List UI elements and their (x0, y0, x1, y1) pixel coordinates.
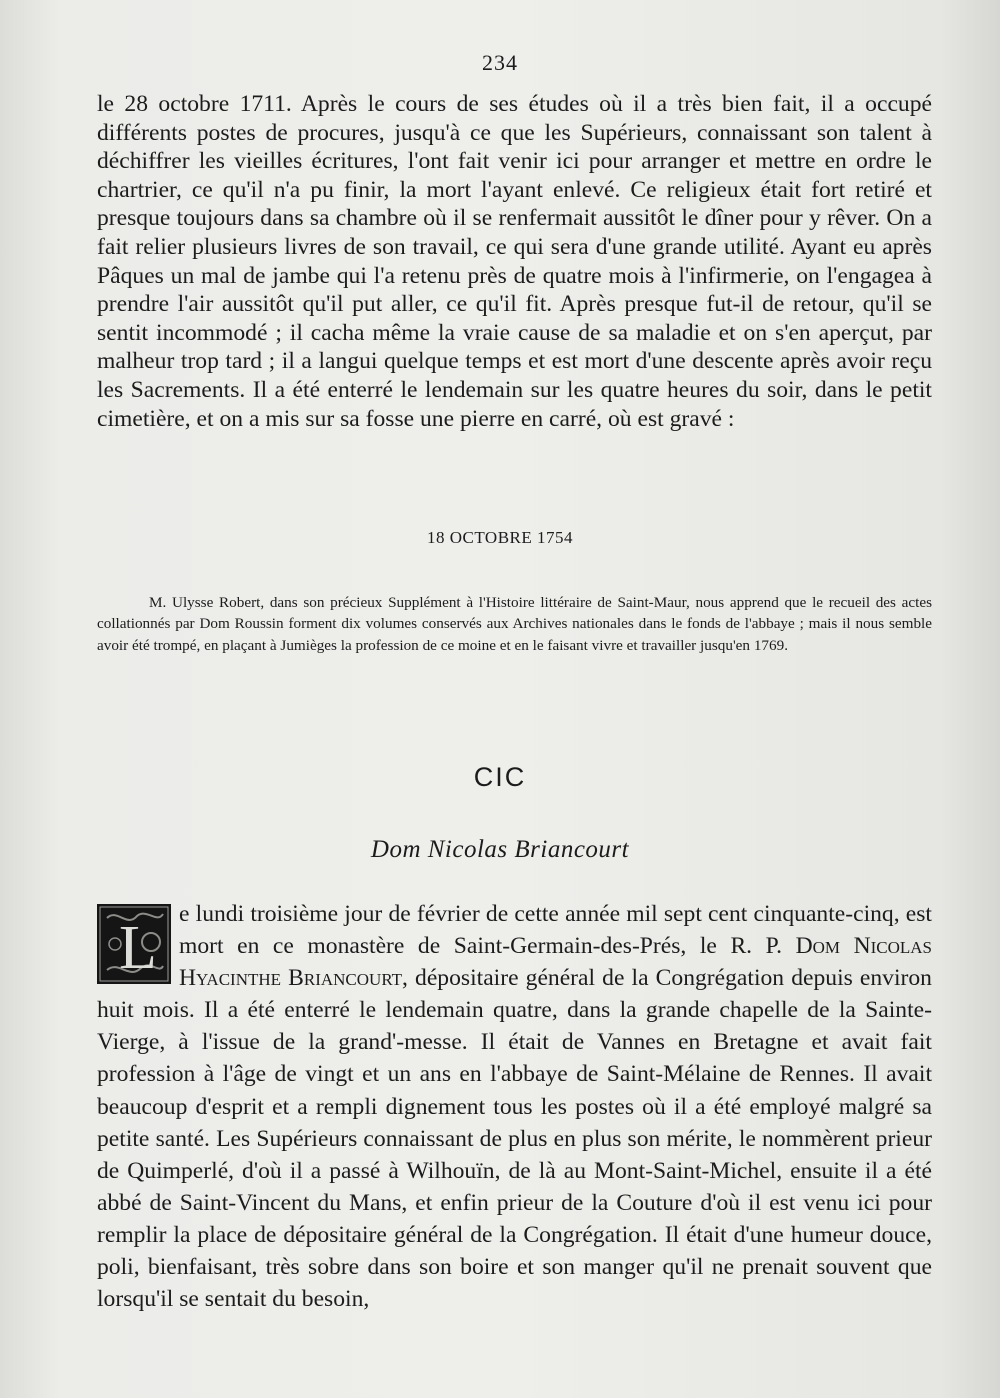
paragraph-2-opening: e lundi troisième jour de février de cette année mil sept cent cinquante-cinq, est mort en ce monastère de Saint-Germain-des-Prés, le R. P. (179, 901, 932, 960)
body-paragraph-1 (97, 90, 932, 433)
section-title: Dom Nicolas Briancourt (370, 836, 630, 863)
section-number: CIC (473, 762, 527, 792)
paragraph-text: le 28 octobre 1711. Après le cours de ses études où il a très bien fait, il a occupé différents postes de procures, jusqu'à ce que les Supérieurs, connaissant son talent à déchiffrer les vieilles écritures, l'ont fait venir ici pour arranger et mettre en ordre le chartrier, ce qu'il n'a pu finir, la mort l'ayant enlevé. Ce religieux était fort retiré et presque toujours dans sa chambre où il se renfermait aussitôt le dîner pour y rêver. On a fait relier plusieurs livres de son travail, ce qui sera d'une grande utilité. Ayant eu après Pâques un mal de jambe qui l'a retenu près de quatre mois à l'infirmerie, on l'engagea à prendre l'air aussitôt qu'il put aller, ce qu'il fit. Après presque fut-il de retour, qu'il se sentit incommodé ; il cacha même la vraie cause de sa maladie et on s'en aperçut, par malheur trop tard ; il a langui quelque temps et est mort d'une descente après avoir reçu les Sacrements. Il a été enterré le lendemain sur les quatre heures du soir, dans le petit cimetière, et on a mis sur sa fosse une pierre en carré, où est gravé : (97, 91, 932, 432)
page-number: 234 (482, 50, 518, 75)
ornament-icon (97, 904, 171, 984)
footnote (97, 592, 932, 656)
person-name: Dom Nicolas Hyacinthe Briancourt (179, 933, 933, 992)
tomb-inscription: 18 OCTOBRE 1754 (426, 528, 574, 547)
paragraph-2-body: , dépositaire général de la Congrégation depuis environ huit mois. Il a été enterré le lendemain quatre, dans la grande chapelle de la Sainte-Vierge, à l'issue de la grand'-messe. Il était de Vannes en Bretagne et avait fait profession à l'âge de vingt et un ans en l'abbaye de Saint-Mélaine de Rennes. Il avait beaucoup d'esprit et a rempli dignement tous les postes où il a été employé malgré sa petite santé. Les Supérieurs connaissant de plus en plus son mérite, le nommèrent prieur de Quimperlé, d'où il a passé à Wilhouïn, de là au Mont-Saint-Michel, ensuite il a été abbé de Saint-Vincent du Mans, et enfin prieur de la Couture d'où il est venu ici pour remplir la place de dépositaire général de la Congrégation. Il était d'une humeur douce, poli, bienfaisant, très sobre dans son boire et son manger qu'il ne prenait souvent que lorsqu'il se sentait du besoin, (97, 965, 932, 1313)
ornamental-drop-cap (97, 904, 171, 984)
svg-text:L: L (119, 914, 157, 982)
footnote-text: M. Ulysse Robert, dans son précieux Supplément à l'Histoire littéraire de Saint-Maur, nous apprend que le recueil des actes collationnés par Dom Roussin forment dix volumes conservés aux Archives nationales dans le fonds de l'abbaye ; mais il nous semble avoir été trompé, en plaçant à Jumièges la profession de ce moine et en le faisant vivre et travailler jusqu'en 1769. (97, 594, 932, 654)
body-paragraph-2 (97, 898, 932, 1315)
